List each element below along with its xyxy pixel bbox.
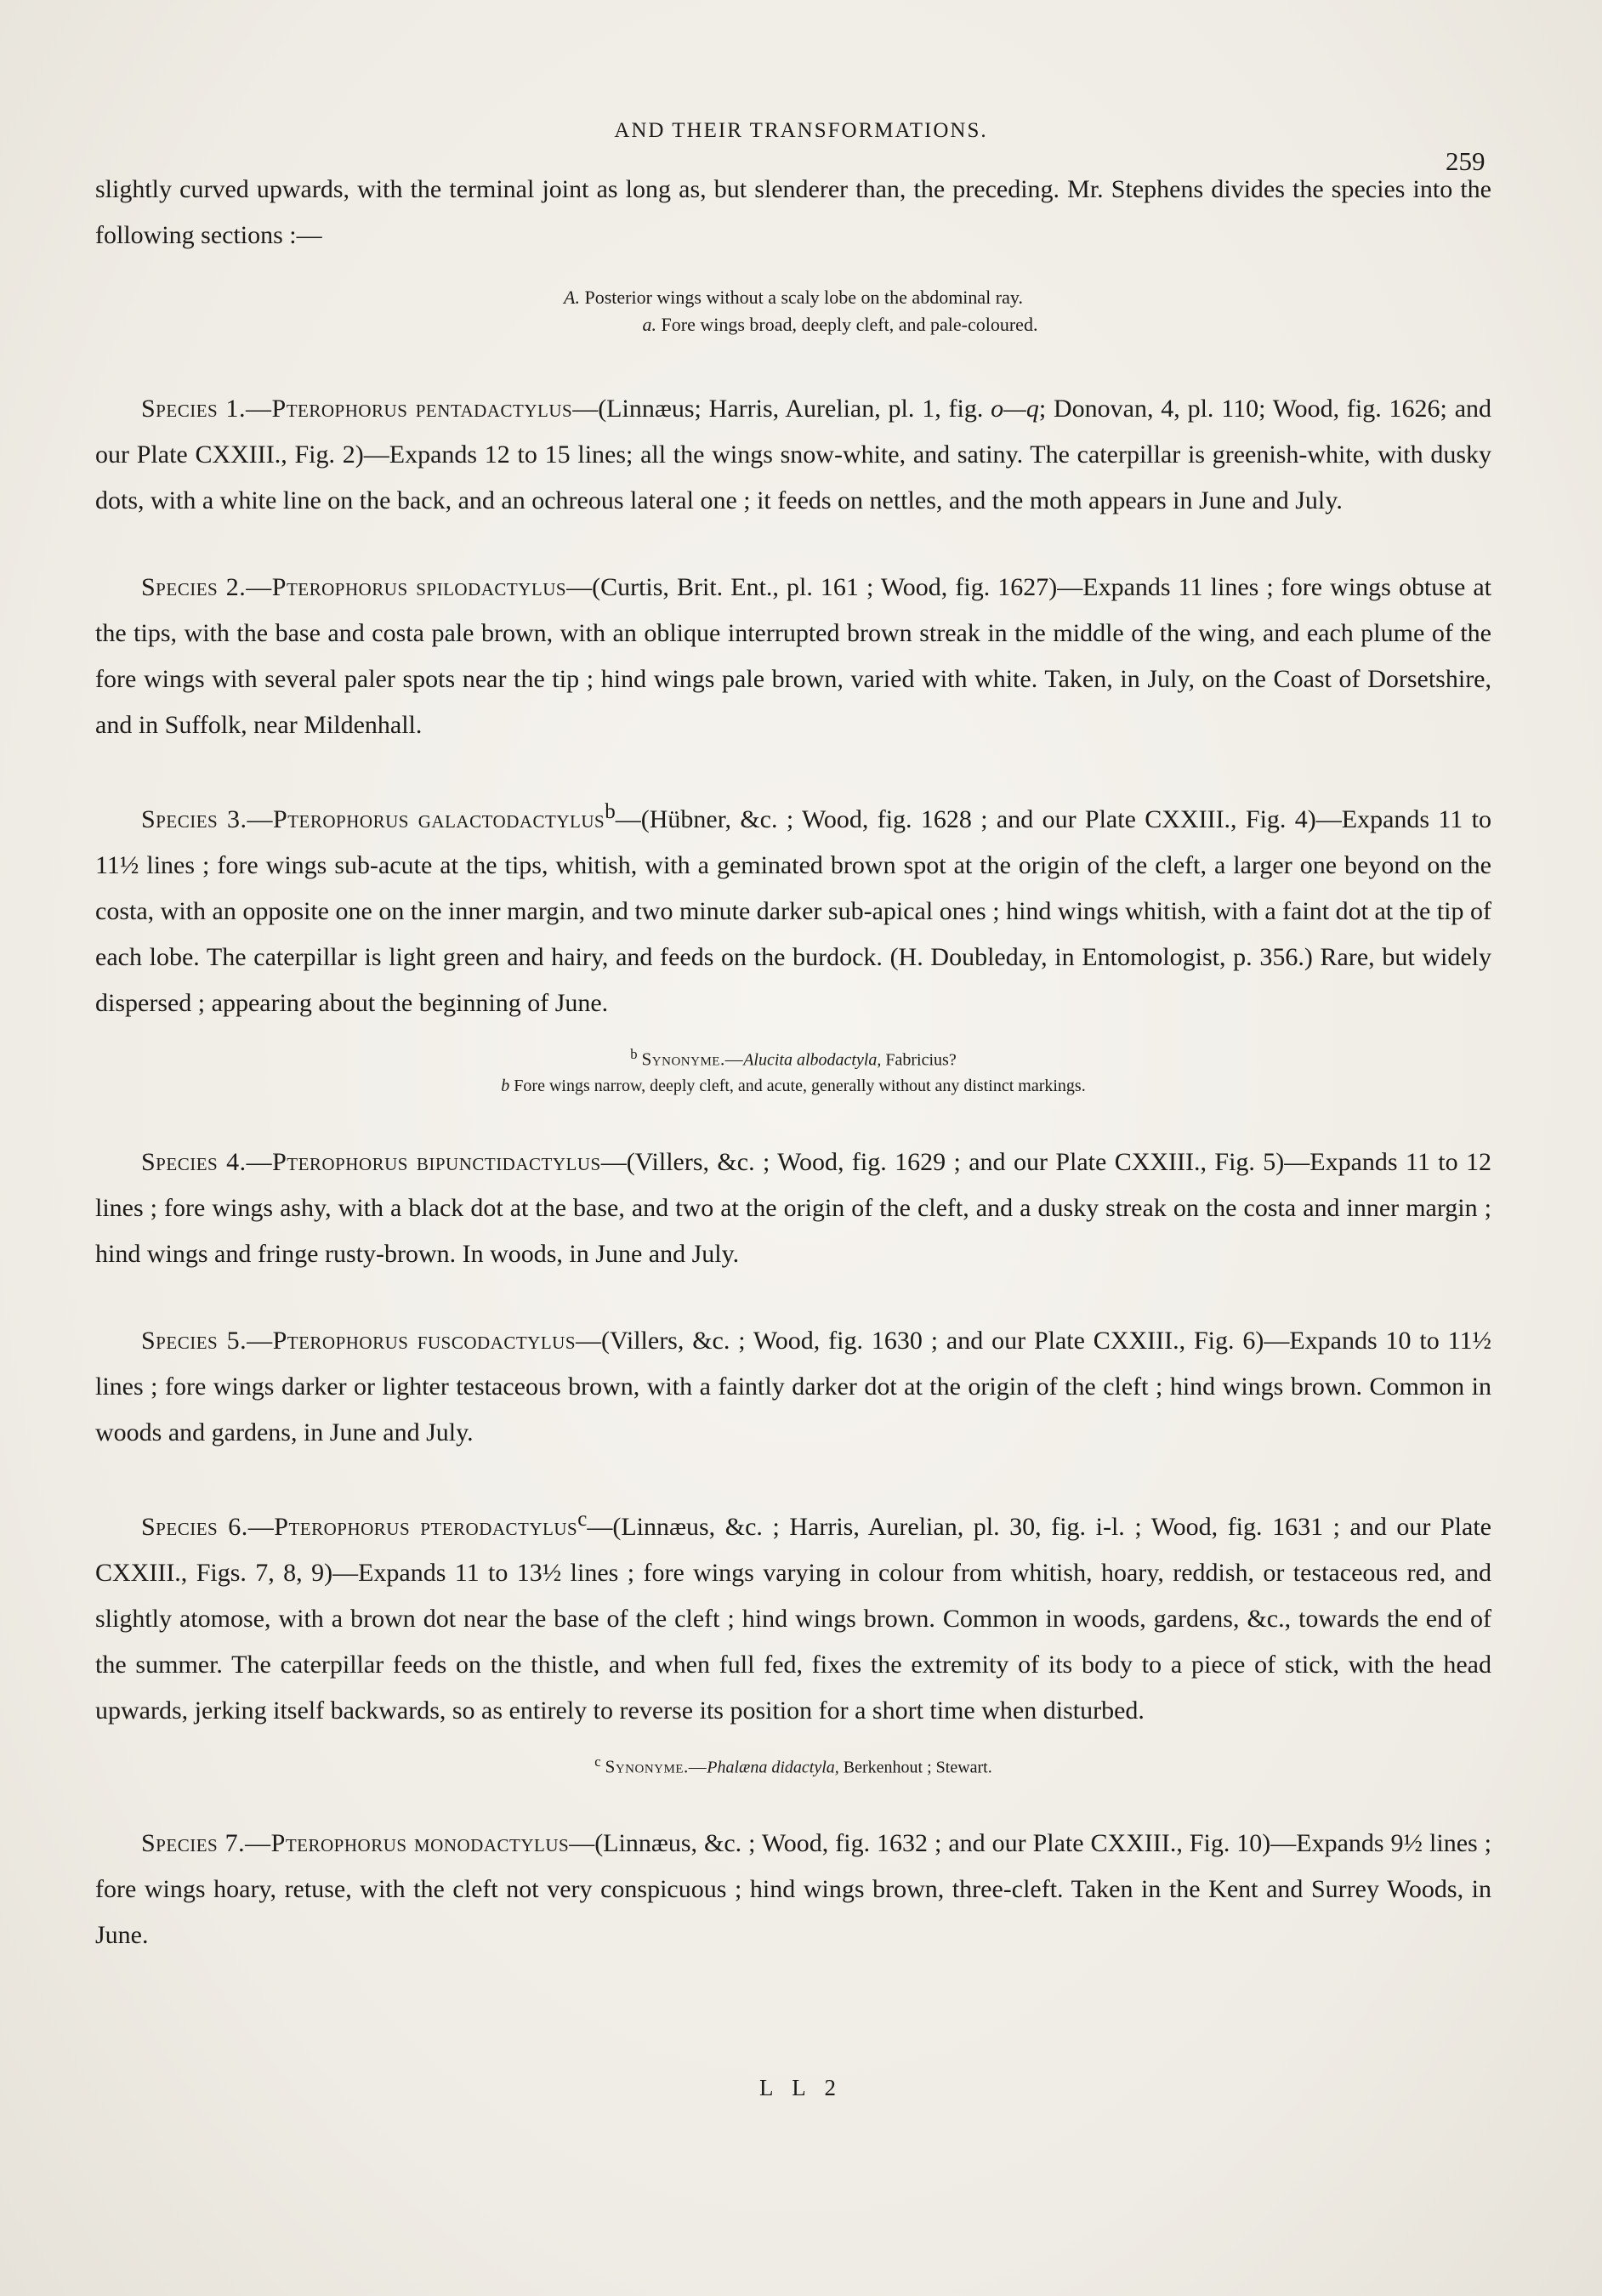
footnote-b-mark: b bbox=[630, 1046, 638, 1062]
section-a-label: A. bbox=[564, 287, 580, 308]
footnote-c bbox=[95, 1749, 1491, 1781]
species-label: Species 5.—Pterophorus fuscodactylus bbox=[141, 1326, 577, 1355]
species-entry-2 bbox=[95, 565, 1491, 748]
footnote-b-rest: Fabricius? bbox=[885, 1050, 957, 1070]
footnote-c-label: Synonyme.— bbox=[605, 1756, 707, 1777]
section-a-sub-text: Fore wings broad, deeply cleft, and pale-coloured. bbox=[661, 314, 1038, 335]
section-headings bbox=[95, 284, 1491, 338]
species-text: —(Curtis, Brit. Ent., pl. 161 ; Wood, fig. 1627)—Expands 11 lines ; fore wings obtuse at the tips, with the base and costa pale brown, with an oblique interrupted brown streak in the middle of the wing, and each plume of the fore wings with several paler spots near the tip ; hind wings pale brown, varied with white. Taken, in July, on the Coast of Dorsetshire, and in Suffolk, near Mildenhall. bbox=[95, 573, 1491, 739]
footnote-b-italic: Alucita albodactyla, bbox=[743, 1050, 882, 1070]
species-label: Species 3.—Pterophorus galactodactylus bbox=[141, 805, 605, 833]
section-a-sub bbox=[189, 311, 1491, 338]
footnote-b-section-label: b bbox=[501, 1076, 510, 1095]
page-number: 259 bbox=[1446, 146, 1486, 176]
species-label: Species 2.—Pterophorus spilodactylus bbox=[141, 573, 567, 601]
footnote-b bbox=[95, 1042, 1491, 1073]
species-label: Species 1.—Pterophorus pentadactylus bbox=[141, 395, 573, 423]
species-entry-4 bbox=[95, 1139, 1491, 1277]
species-text: —(Hübner, &c. ; Wood, fig. 1628 ; and our Plate CXXIII., Fig. 4)—Expands 11 to 11½ lines ; fore wings sub-acute at the tips, whitish, with a geminated brown spot at the origin of the cleft, a larger one beyond on the costa, with an opposite one on the inner margin, and two minute darker sub-apical ones ; hind wings whitish, with a faint dot at the tip of each lobe. The caterpillar is light green and hairy, and feeds on the burdock. (H. Doubleday, in Entomologist, p. 356.) Rare, but widely dispersed ; appearing about the beginning of June. bbox=[95, 805, 1491, 1017]
species-fig-ref: o—q bbox=[991, 395, 1039, 423]
species-text: —(Linnæus, &c. ; Wood, fig. 1632 ; and our Plate CXXIII., Fig. 10)—Expands 9½ lines ; fore wings hoary, retuse, with the cleft not very conspicuous ; hind wings brown, three-cleft. Taken in the Kent and Surrey Woods, in June. bbox=[95, 1829, 1491, 1950]
species-entry-3 bbox=[95, 789, 1491, 1026]
footnote-b-label: Synonyme.— bbox=[641, 1049, 744, 1070]
footnote-b-section-text: Fore wings narrow, deeply cleft, and acute, generally without any distinct markings. bbox=[514, 1076, 1086, 1095]
footnote-c-rest: Berkenhout ; Stewart. bbox=[843, 1758, 992, 1777]
footnote-c-italic: Phalæna didactyla, bbox=[707, 1758, 839, 1777]
species-text: —(Linnæus, &c. ; Harris, Aurelian, pl. 30, fig. i-l. ; Wood, fig. 1631 ; and our Plate CXXIII., Figs. 7, 8, 9)—Expands 11 to 13½ lines ; fore wings varying in colour from whitish, hoary, reddish, or testaceous red, and slightly atomose, with a brown dot near the base of the cleft ; hind wings brown. Common in woods, gardens, &c., towards the end of the summer. The caterpillar feeds on the thistle, and when full fed, fixes the extremity of its body to a piece of stick, with the head upwards, jerking itself backwards, so as entirely to reverse its position for a short time when disturbed. bbox=[95, 1512, 1491, 1725]
species-text-continued: ; Donovan, 4, pl. 110; Wood, fig. 1626; and our Plate CXXIII., Fig. 2)—Expands 12 to 15 lines; all the wings snow-white, and satiny. The caterpillar is greenish-white, with dusky dots, with a white line on the back, and an ochreous lateral one ; it feeds on nettles, and the moth appears in June and July. bbox=[95, 395, 1492, 514]
species-label: Species 4.—Pterophorus bipunctidactylus bbox=[141, 1147, 601, 1176]
species-entry-7 bbox=[95, 1821, 1491, 1958]
running-title: AND THEIR TRANSFORMATIONS. bbox=[614, 119, 988, 142]
species-entry-1 bbox=[95, 386, 1491, 524]
species-entry-6 bbox=[95, 1497, 1491, 1734]
signature-mark: L L 2 bbox=[759, 2075, 843, 2100]
footnote-b-section bbox=[95, 1073, 1491, 1099]
page-body bbox=[95, 167, 1491, 1958]
species-text: —(Villers, &c. ; Wood, fig. 1630 ; and our Plate CXXIII., Fig. 6)—Expands 10 to 11½ lines ; fore wings darker or lighter testaceous brown, with a faintly darker dot at the origin of the cleft ; hind wings brown. Common in woods and gardens, in June and July. bbox=[95, 1326, 1491, 1446]
section-a-text: Posterior wings without a scaly lobe on the abdominal ray. bbox=[584, 287, 1023, 308]
section-a-sub-label: a. bbox=[642, 314, 657, 335]
footnote-c-mark: c bbox=[594, 1753, 601, 1770]
intro-paragraph: slightly curved upwards, with the terminal joint as long as, but slenderer than, the preceding. Mr. Stephens divides the species into the following sections :— bbox=[95, 175, 1491, 249]
species-entry-5 bbox=[95, 1318, 1491, 1456]
species-label: Species 6.—Pterophorus pterodactylus bbox=[141, 1512, 578, 1541]
species-text: —(Linnæus; Harris, Aurelian, pl. 1, fig. bbox=[572, 395, 991, 423]
section-a bbox=[95, 284, 1491, 311]
footnote-mark: b bbox=[605, 800, 616, 823]
species-text: —(Villers, &c. ; Wood, fig. 1629 ; and our Plate CXXIII., Fig. 5)—Expands 11 to 12 lines ; fore wings ashy, with a black dot at the base, and two at the origin of the cleft, and a dusky streak on the costa and inner margin ; hind wings and fringe rusty-brown. In woods, in June and July. bbox=[95, 1147, 1491, 1268]
species-label: Species 7.—Pterophorus monodactylus bbox=[141, 1829, 570, 1858]
footnote-mark: c bbox=[577, 1507, 588, 1531]
